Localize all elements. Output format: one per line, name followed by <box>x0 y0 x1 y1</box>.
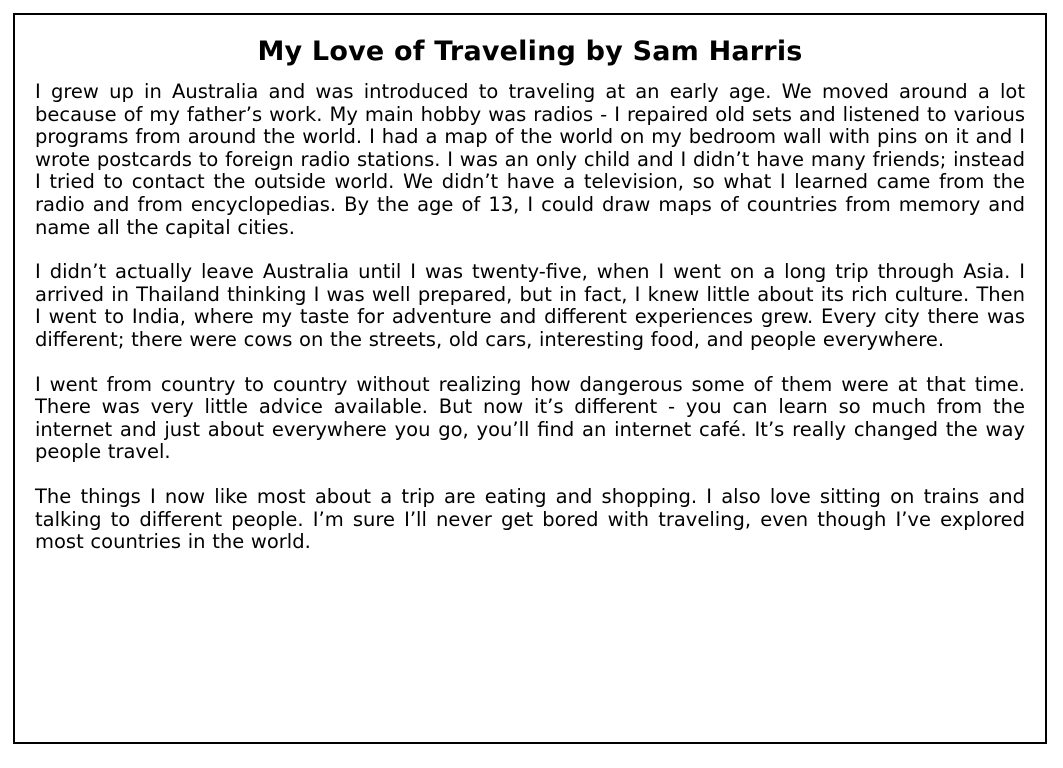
document-frame <box>13 13 1047 744</box>
paragraph-4: The things I now like most about a trip are eating and shopping. I also love sitting on trains and talking to different people. I’m sure I’ll never get bored with traveling, even though I’ve explored most countries in the world. <box>35 484 1025 554</box>
paragraph-3: I went from country to country without realizing how dangerous some of them were at that time. There was very little advice available. But now it’s different - you can learn so much from the internet and just about everywhere you go, you’ll find an internet café. It’s really changed the way people travel. <box>35 372 1025 464</box>
document-body <box>35 81 1025 576</box>
paragraph-1: I grew up in Australia and was introduced to traveling at an early age. We moved around a lot because of my father’s work. My main hobby was radios - I repaired old sets and listened to various programs from around the world. I had a map of the world on my bedroom wall with pins on it and I wrote postcards to foreign radio stations. I was an only child and I didn’t have many friends; instead I tried to contact the outside world. We didn’t have a television, so what I learned came from the radio and from encyclopedias. By the age of 13, I could draw maps of countries from memory and name all the capital cities. <box>35 80 1025 239</box>
document-title: My Love of Traveling by Sam Harris <box>257 36 803 67</box>
paragraph-2: I didn’t actually leave Australia until I was twenty-five, when I went on a long trip through Asia. I arrived in Thailand thinking I was well prepared, but in fact, I knew little about its rich culture. Then I went to India, where my taste for adventure and different experiences grew. Every city there was different; there were cows on the streets, old cars, interesting food, and people everywhere. <box>35 260 1025 351</box>
